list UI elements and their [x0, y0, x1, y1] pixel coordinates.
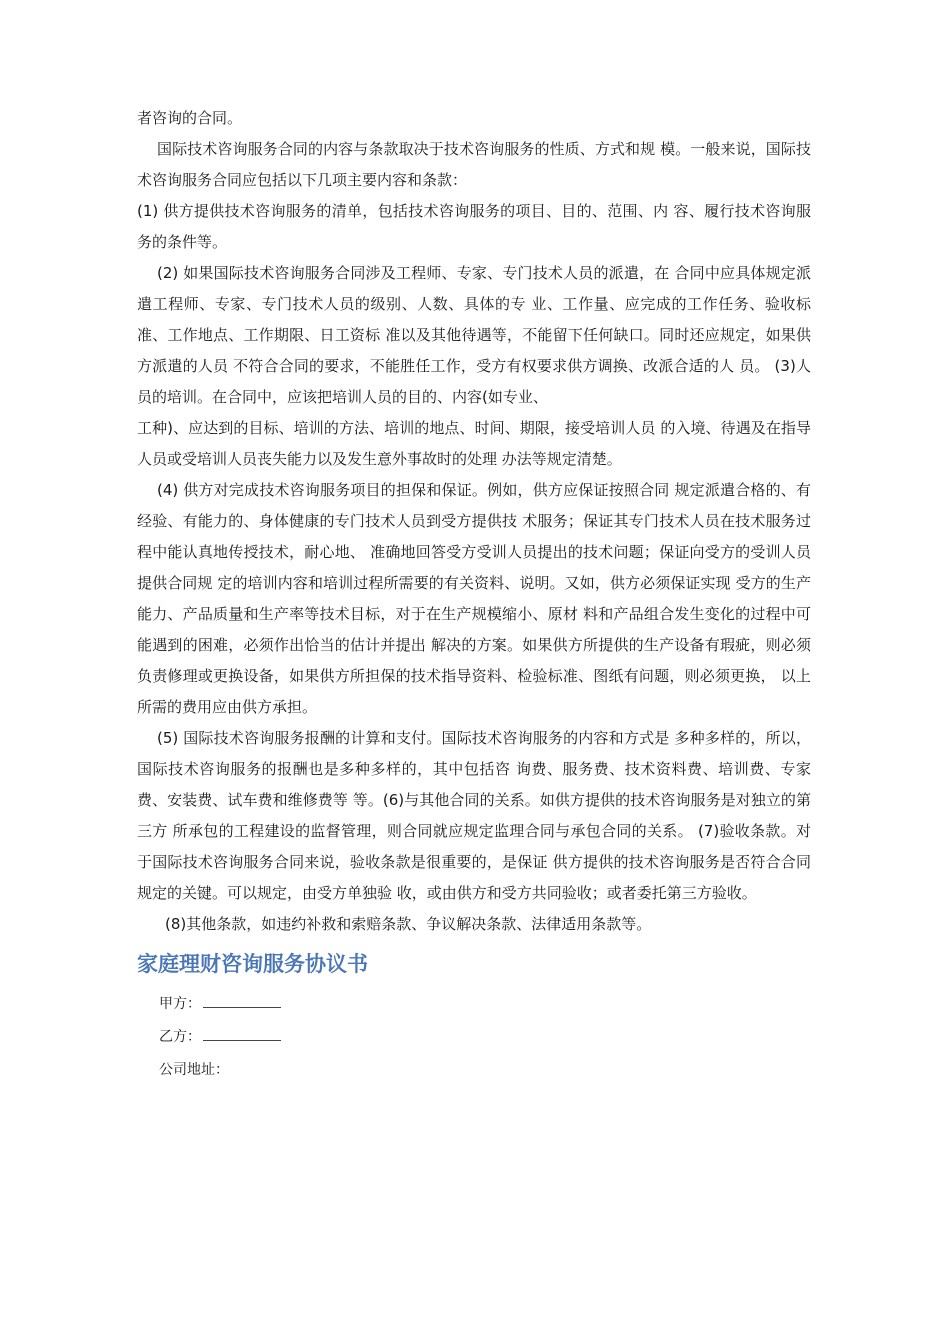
paragraph-contract-end: 者咨询的合同。 — [137, 109, 243, 127]
paragraph-item-4: (4) 供方对完成技术咨询服务项目的担保和保证。例如，供方应保证按照合同 规定派遣合格的、有经验、有能力的、身体健康的专门技术人员到受方提供技 术服务；保证其专门技术人员在技术服务过程中能认真地传授技术，耐心地、 准确地回答受方受训人员提出的技术问题；保证向受方的受训人员提供合同规 定的培训内容和培训过程所需要的有关资料、说明。又如，供方必须保证实现 受方的生产能力、产品质量和生产率等技术目标，对于在生产规模缩小、原材 料和产品组合发生变化的过程中可能遇到的困难，必须作出恰当的估计并提出 解决的方案。如果供方所提供的生产设备有瑕疵，则必须负责修理或更换设备，如果供方所担保的技术指导资料、检验标准、图纸有问题，则必须更换， 以上所需的费用应由供方承担。 — [137, 481, 811, 716]
company-address-label: 公司地址： — [159, 1062, 229, 1078]
party-a-blank — [203, 991, 281, 1008]
paragraph-item-5-7: (5) 国际技术咨询服务报酬的计算和支付。国际技术咨询服务的内容和方式是 多种多样的，所以，国际技术咨询服务的报酬也是多种多样的，其中包括咨 询费、服务费、技术资料费、培训费、专家费、安装费、试车费和维修费等 等。(6)与其他合同的关系。如供方提供的技术咨询服务是对独立的第三方 所承包的工程建设的监督管理，则合同就应规定监理合同与承包合同的关系。 (7)验收条款。对于国际技术咨询服务合同来说，验收条款是很重要的，是保证 供方提供的技术咨询服务是否符合合同规定的关键。可以规定，由受方单独验 收，或由供方和受方共同验收；或者委托第三方验收。 — [137, 729, 811, 902]
party-b-blank — [203, 1024, 281, 1041]
party-a-field — [137, 988, 811, 1021]
party-b-field — [137, 1021, 811, 1054]
paragraph-item-8: (8)其他条款，如违约补救和索赔条款、争议解决条款、法律适用条款等。 — [165, 915, 652, 933]
document-body — [137, 103, 811, 1087]
agreement-title: 家庭理财咨询服务协议书 — [137, 952, 368, 976]
party-b-label: 乙方： — [159, 1029, 201, 1045]
party-a-label: 甲方： — [159, 996, 201, 1012]
paragraph-item-3-continued: 工种)、应达到的目标、培训的方法、培训的地点、时间、期限，接受培训人员 的入境、待遇及在指导人员或受培训人员丧失能力以及发生意外事故时的处理 办法等规定清楚。 — [137, 419, 811, 468]
paragraph-item-2: (2) 如果国际技术咨询服务合同涉及工程师、专家、专门技术人员的派遣，在 合同中应具体规定派遣工程师、专家、专门技术人员的级别、人数、具体的专 业、工作量、应完成的工作任务、验收标准、工作地点、工作期限、日工资标 准以及其他待遇等，不能留下任何缺口。同时还应规定，如果供方派遣的人员 不符合合同的要求，不能胜任工作，受方有权要求供方调换、改派合适的人 员。 (3)人员的培训。在合同中，应该把培训人员的目的、内容(如专业、 — [137, 264, 811, 406]
paragraph-contract-contents-intro: 国际技术咨询服务合同的内容与条款取决于技术咨询服务的性质、方式和规 模。一般来说，国际技术咨询服务合同应包括以下几项主要内容和条款： — [137, 140, 811, 189]
company-address-field — [137, 1054, 811, 1087]
paragraph-item-1: (1) 供方提供技术咨询服务的清单，包括技术咨询服务的项目、目的、范围、内 容、履行技术咨询服务的条件等。 — [137, 202, 811, 251]
